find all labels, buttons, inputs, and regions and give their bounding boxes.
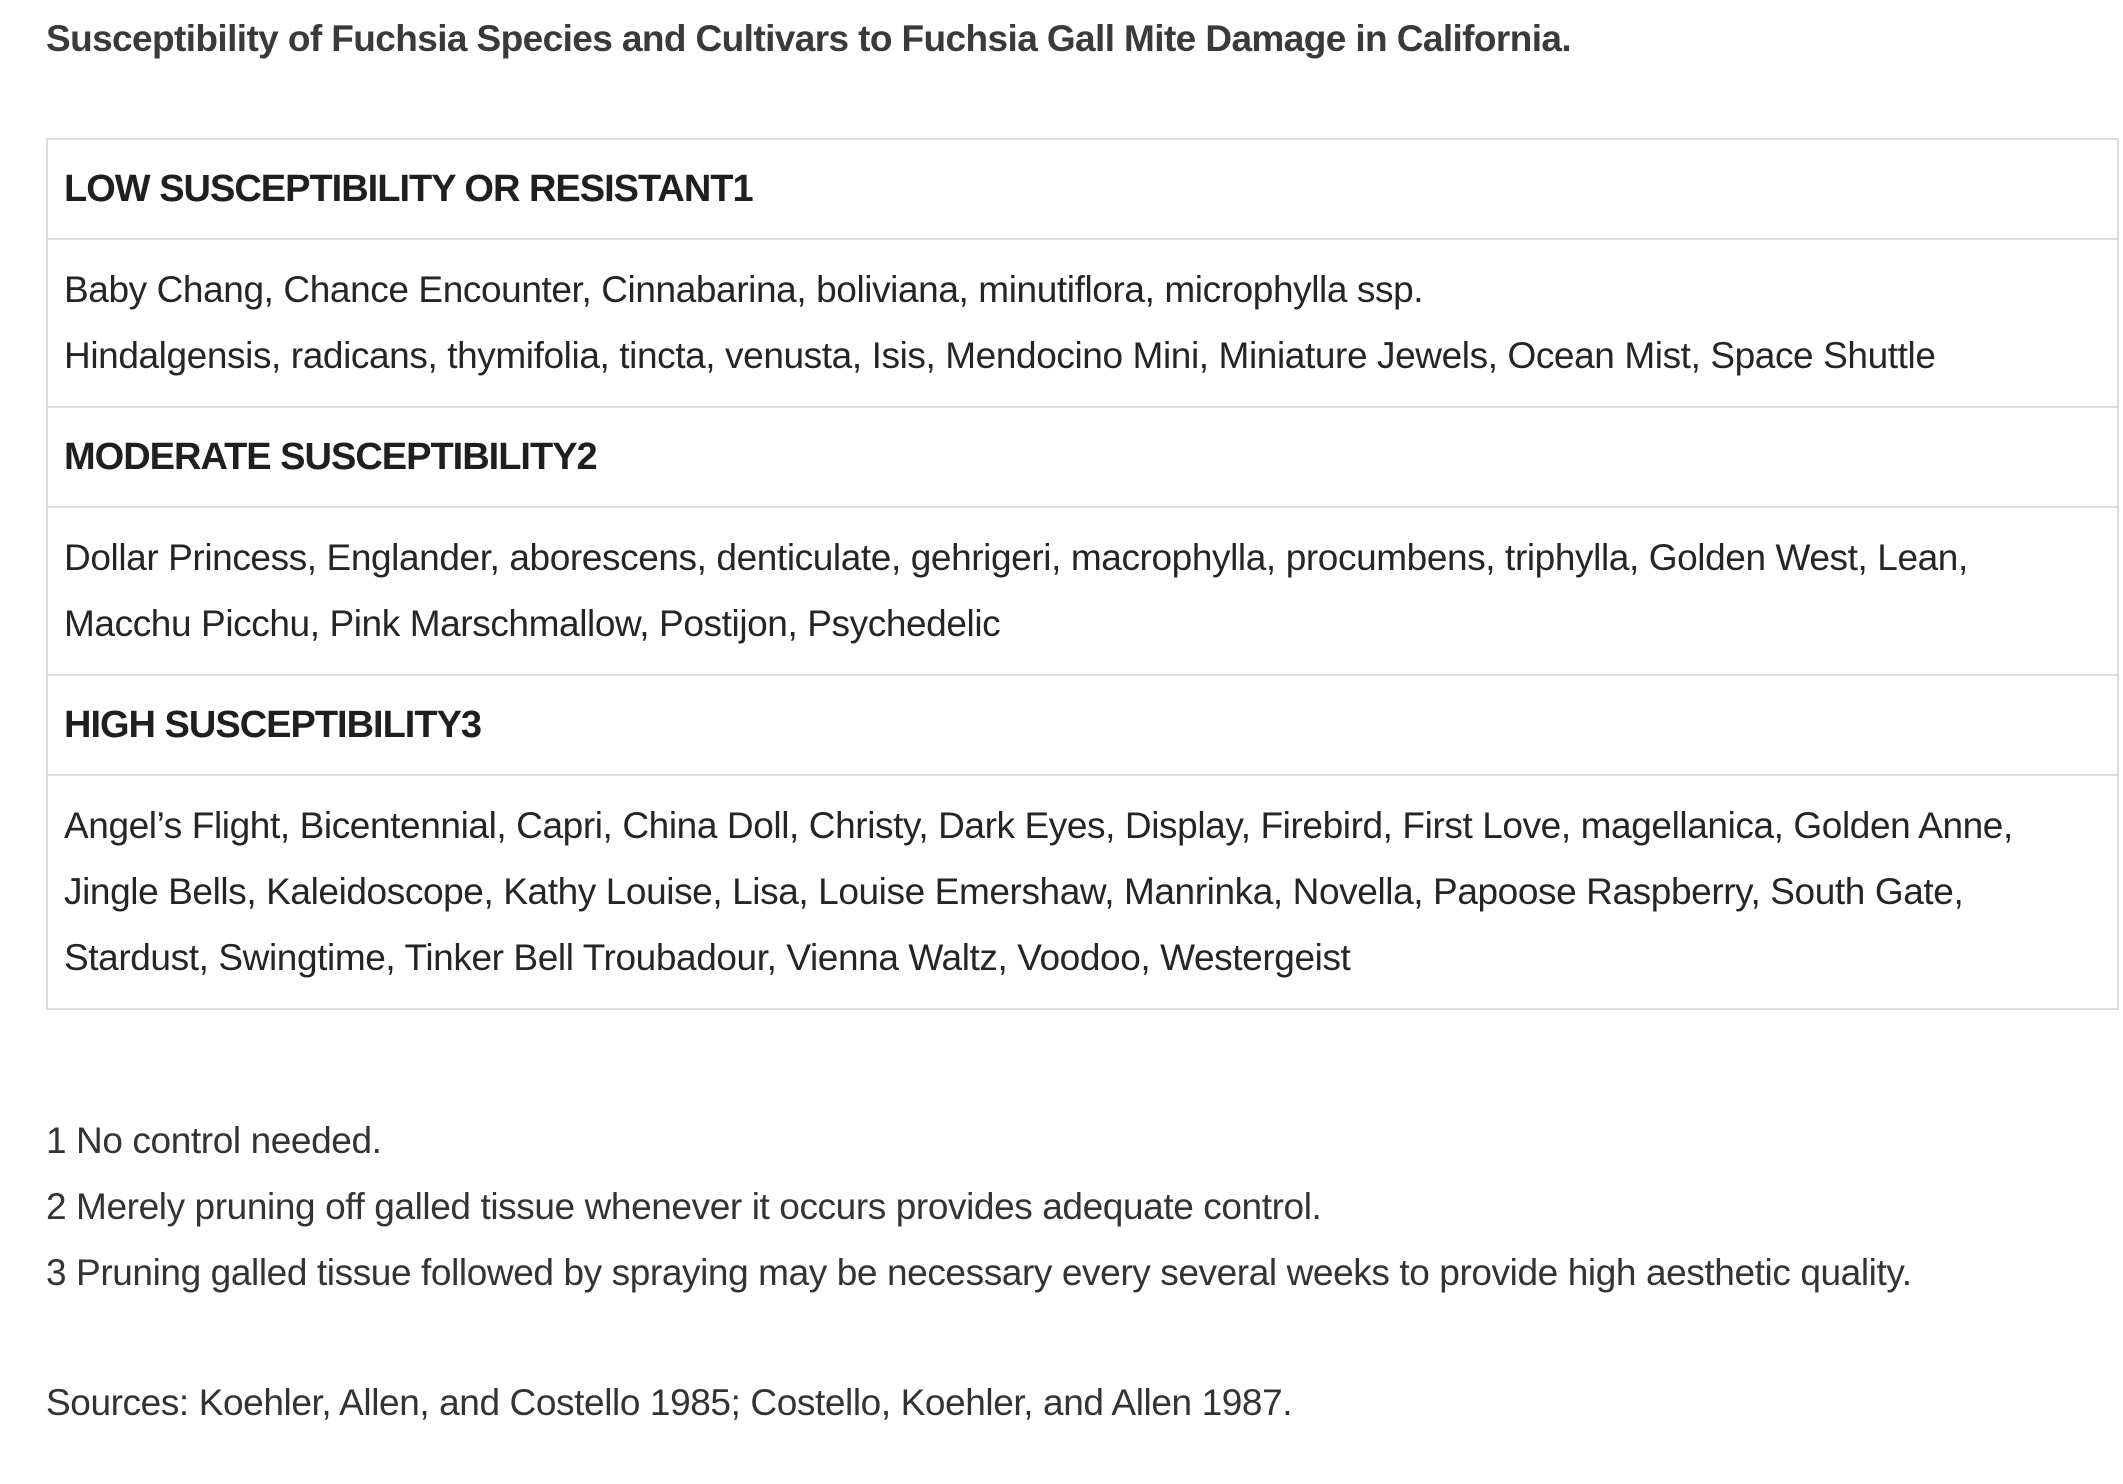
cultivar-line: Dollar Princess, Englander, aborescens, denticulate, gehrigeri, macrophylla, procumbens, triphylla, Golden West, Lean, bbox=[64, 537, 1968, 578]
section-body-high bbox=[48, 776, 2117, 1008]
section-heading-high: HIGH SUSCEPTIBILITY3 bbox=[48, 676, 2117, 776]
section-body-low bbox=[48, 240, 2117, 408]
footnote-3: 3 Pruning galled tissue followed by spraying may be necessary every several weeks to provide high aesthetic quality. bbox=[46, 1252, 1912, 1293]
cultivar-line: Angel’s Flight, Bicentennial, Capri, China Doll, Christy, Dark Eyes, Display, Firebird, First Love, magellanica, Golden Anne, bbox=[64, 805, 2013, 846]
cultivar-line: Stardust, Swingtime, Tinker Bell Troubadour, Vienna Waltz, Voodoo, Westergeist bbox=[64, 937, 1351, 978]
cultivar-line: Jingle Bells, Kaleidoscope, Kathy Louise, Lisa, Louise Emershaw, Manrinka, Novella, Papoose Raspberry, South Gate, bbox=[64, 871, 1964, 912]
susceptibility-table bbox=[46, 138, 2119, 1010]
page-title: Susceptibility of Fuchsia Species and Cultivars to Fuchsia Gall Mite Damage in California. bbox=[46, 18, 1572, 59]
section-body-moderate bbox=[48, 508, 2117, 676]
footnotes bbox=[46, 1108, 1912, 1306]
section-heading-moderate: MODERATE SUSCEPTIBILITY2 bbox=[48, 408, 2117, 508]
cultivar-line: Baby Chang, Chance Encounter, Cinnabarina, boliviana, minutiflora, microphylla ssp. bbox=[64, 269, 1424, 310]
cultivar-line: Hindalgensis, radicans, thymifolia, tincta, venusta, Isis, Mendocino Mini, Miniature Jewels, Ocean Mist, Space Shuttle bbox=[64, 335, 1936, 376]
sources-citation: Sources: Koehler, Allen, and Costello 1985; Costello, Koehler, and Allen 1987. bbox=[46, 1382, 1293, 1423]
section-heading-low: LOW SUSCEPTIBILITY OR RESISTANT1 bbox=[48, 140, 2117, 240]
footnote-2: 2 Merely pruning off galled tissue whenever it occurs provides adequate control. bbox=[46, 1186, 1322, 1227]
cultivar-line: Macchu Picchu, Pink Marschmallow, Postijon, Psychedelic bbox=[64, 603, 1001, 644]
footnote-1: 1 No control needed. bbox=[46, 1120, 382, 1161]
